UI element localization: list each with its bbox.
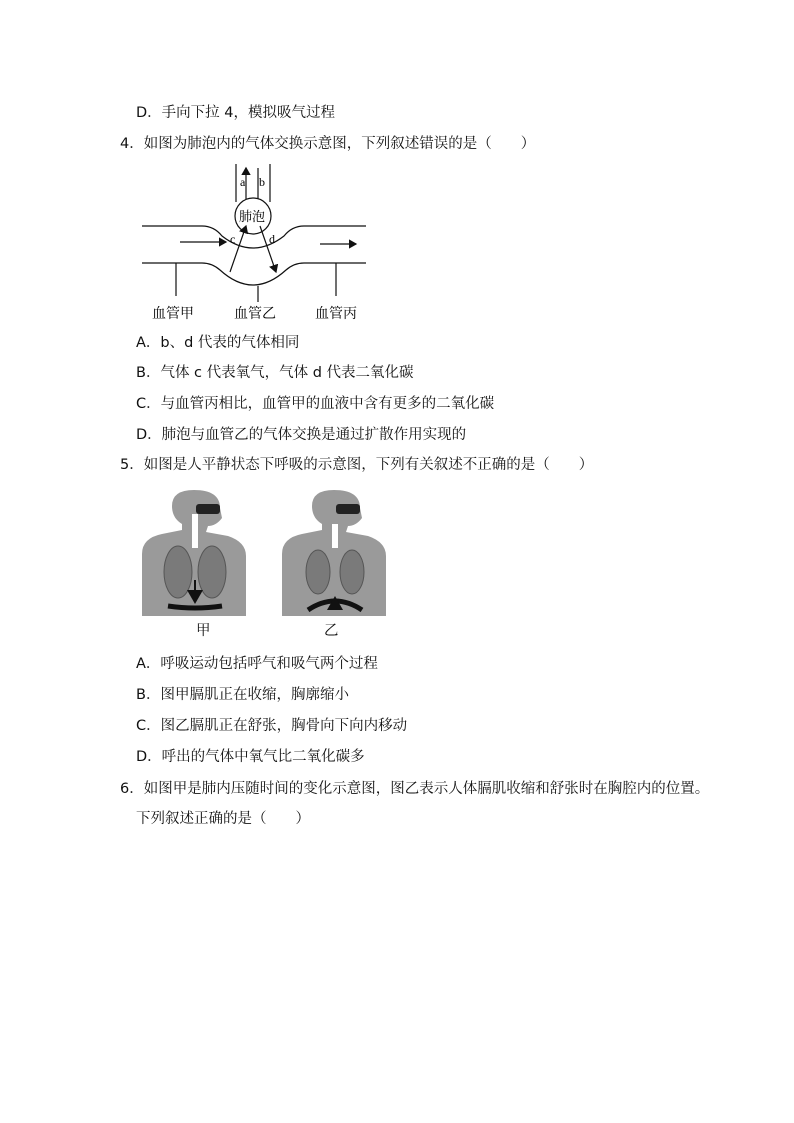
left-lung (306, 550, 330, 594)
q4-option-b: B．气体 c 代表氧气，气体 d 代表二氧化碳 (136, 365, 414, 381)
q5-option-b: B．图甲膈肌正在收缩，胸廓缩小 (136, 687, 349, 703)
vessel-1-label: 血管甲 (152, 306, 194, 322)
vessel-2-label: 血管乙 (234, 306, 276, 322)
figure-label-left: 甲 (196, 623, 211, 639)
q4-option-c: C．与血管丙相比，血管甲的血液中含有更多的二氧化碳 (136, 396, 495, 412)
q4-stem: 4．如图为肺泡内的气体交换示意图，下列叙述错误的是（ ） (120, 136, 536, 152)
label-b: b (259, 175, 265, 189)
trachea (332, 524, 338, 548)
breathing-diagram-left (140, 488, 250, 618)
diaphragm (168, 606, 222, 608)
label-d: d (269, 232, 275, 246)
q3-option-d: D．手向下拉 4，模拟吸气过程 (136, 105, 335, 121)
q6-stem-continued: 下列叙述正确的是（ ） (136, 811, 310, 827)
alveolus-label: 肺泡 (239, 210, 266, 225)
right-lung (340, 550, 364, 594)
label-a: a (240, 175, 246, 189)
left-lung (164, 546, 192, 598)
q4-option-a: A．b、d 代表的气体相同 (136, 335, 300, 351)
q5-option-a: A．呼吸运动包括呼气和吸气两个过程 (136, 656, 378, 672)
q5-option-c: C．图乙膈肌正在舒张，胸骨向下向内移动 (136, 718, 408, 734)
q5-stem: 5．如图是人平静状态下呼吸的示意图，下列有关叙述不正确的是（ ） (120, 457, 594, 473)
alveolus-gas-exchange-diagram (140, 160, 380, 328)
figure-label-right: 乙 (324, 623, 339, 639)
q6-stem: 6．如图甲是肺内压随时间的变化示意图，图乙表示人体膈肌收缩和舒张时在胸腔内的位置。 (120, 781, 710, 797)
q5-option-d: D．呼出的气体中氧气比二氧化碳多 (136, 749, 365, 765)
right-lung (198, 546, 226, 598)
breathing-diagram-right (280, 488, 390, 618)
nasal-cavity (196, 504, 220, 514)
vessel-3-label: 血管丙 (315, 306, 357, 322)
trachea (192, 524, 198, 548)
body-silhouette (282, 490, 386, 616)
label-c: c (230, 232, 236, 246)
q4-option-d: D．肺泡与血管乙的气体交换是通过扩散作用实现的 (136, 427, 467, 443)
nasal-cavity (336, 504, 360, 514)
